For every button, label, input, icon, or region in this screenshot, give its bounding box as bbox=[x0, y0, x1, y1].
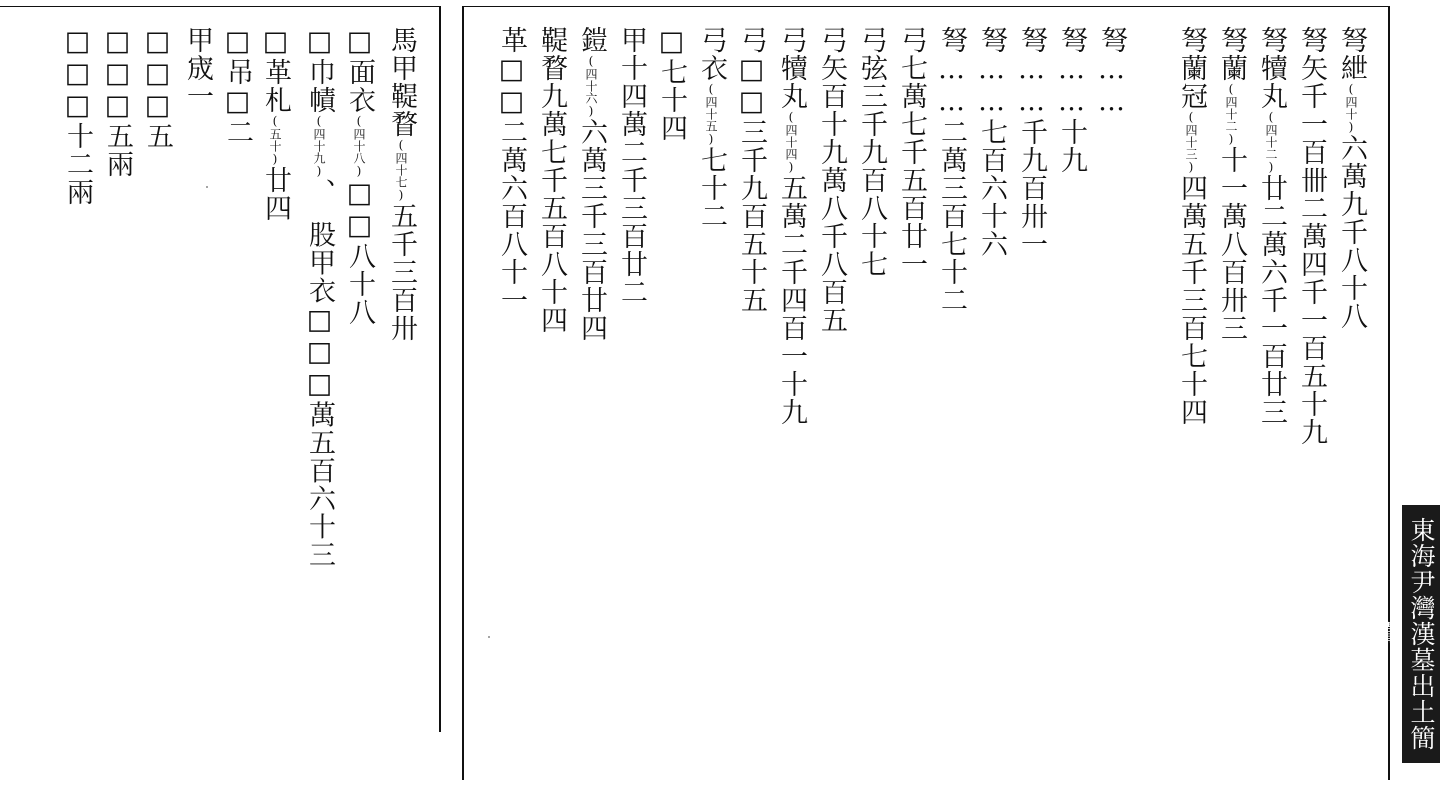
text-column bbox=[1298, 26, 1325, 446]
text-segment: 弩犢丸 bbox=[1256, 26, 1287, 110]
text-segment: 馬甲鞮瞀 bbox=[386, 26, 417, 138]
text-column bbox=[306, 26, 333, 569]
text-segment: 十一萬八百卅三 bbox=[1216, 146, 1247, 342]
text-segment: 弓□□三千九百五十五 bbox=[736, 26, 767, 314]
text-column bbox=[698, 26, 725, 230]
text-segment: 五千三百卅 bbox=[386, 202, 417, 342]
text-segment: 弩…… bbox=[1096, 26, 1127, 118]
text-segment: 弓七萬七千五百廿一 bbox=[896, 26, 927, 278]
text-segment: 四萬五千三百七十四 bbox=[1176, 174, 1207, 426]
left-panel-border bbox=[439, 6, 441, 732]
text-segment: 弩……七百六十六 bbox=[976, 26, 1007, 258]
text-segment: 弩蘭冠 bbox=[1176, 26, 1207, 110]
text-column bbox=[64, 26, 91, 206]
text-column bbox=[738, 26, 765, 314]
text-column bbox=[898, 26, 925, 278]
text-segment: □面衣 bbox=[344, 26, 375, 114]
text-column bbox=[978, 26, 1005, 258]
text-column bbox=[818, 26, 845, 334]
annotation-number: (四十五) bbox=[704, 82, 718, 146]
annotation-number: (四十七) bbox=[394, 138, 408, 202]
text-segment: □□八十八 bbox=[344, 178, 375, 326]
text-column bbox=[1018, 26, 1045, 258]
text-segment: 鎧 bbox=[576, 26, 607, 54]
text-column bbox=[184, 26, 211, 110]
annotation-number: (四十二) bbox=[1264, 110, 1278, 174]
annotation-number: (四十六) bbox=[584, 54, 598, 118]
text-column bbox=[858, 26, 885, 278]
text-column bbox=[144, 26, 171, 150]
text-segment: 廿四 bbox=[260, 166, 291, 222]
text-segment: 廿二萬六千一百廿三 bbox=[1256, 174, 1287, 426]
text-segment: □革札 bbox=[260, 26, 291, 114]
text-column bbox=[1058, 26, 1085, 174]
text-column bbox=[1258, 26, 1285, 426]
text-segment: 弓弦三千九百八十七 bbox=[856, 26, 887, 278]
text-segment: □□□五 bbox=[142, 26, 173, 150]
annotation-number: (四十九) bbox=[312, 114, 326, 178]
text-segment: 甲宬一 bbox=[182, 26, 213, 110]
book-title-side-tab: 東海尹灣漢墓出土簡牘 bbox=[1402, 505, 1440, 763]
text-segment: 五萬二千四百一十九 bbox=[776, 174, 807, 426]
text-column bbox=[938, 26, 965, 314]
text-segment: 弓衣 bbox=[696, 26, 727, 82]
text-column bbox=[1178, 26, 1205, 426]
scan-speck bbox=[206, 186, 208, 188]
text-segment: 六萬三千三百廿四 bbox=[576, 118, 607, 342]
text-column bbox=[388, 26, 415, 342]
text-column bbox=[1338, 26, 1365, 330]
text-column bbox=[1218, 26, 1245, 342]
annotation-number: (四十八) bbox=[352, 114, 366, 178]
top-left-rule bbox=[0, 6, 440, 7]
text-column bbox=[1098, 26, 1125, 118]
text-segment: 甲十四萬二千三百廿二 bbox=[616, 26, 647, 306]
text-segment: □吊□二 bbox=[222, 26, 253, 146]
text-column bbox=[578, 26, 605, 342]
text-segment: 革□□二萬六百八十一 bbox=[496, 26, 527, 314]
annotation-number: (四十三) bbox=[1184, 110, 1198, 174]
text-segment: 弩……千九百卅一 bbox=[1016, 26, 1047, 258]
right-panel-right-border bbox=[1388, 6, 1390, 780]
text-segment: 弩……十九 bbox=[1056, 26, 1087, 174]
text-segment: 弩矢千一百卌二萬四千一百五十九 bbox=[1296, 26, 1327, 446]
text-segment: 六萬九千八十八 bbox=[1336, 134, 1367, 330]
annotation-number: (四十) bbox=[1344, 82, 1358, 134]
text-segment: □巾幘 bbox=[304, 26, 335, 114]
annotation-number: (四十四) bbox=[784, 110, 798, 174]
text-column bbox=[104, 26, 131, 178]
text-column bbox=[262, 26, 289, 222]
text-column bbox=[658, 26, 685, 142]
text-segment: 弓矢百十九萬八千八百五 bbox=[816, 26, 847, 334]
text-column bbox=[618, 26, 645, 306]
text-segment: 七十二 bbox=[696, 146, 727, 230]
scan-speck bbox=[488, 636, 490, 638]
text-column bbox=[498, 26, 525, 314]
right-panel-left-border bbox=[462, 6, 464, 780]
text-column bbox=[538, 26, 565, 334]
text-segment: □七十四 bbox=[656, 26, 687, 142]
text-segment: 弩蘭 bbox=[1216, 26, 1247, 82]
text-segment: 弩紲 bbox=[1336, 26, 1367, 82]
text-segment: □□□五兩 bbox=[102, 26, 133, 178]
text-segment: 弓犢丸 bbox=[776, 26, 807, 110]
annotation-number: (四十二) bbox=[1224, 82, 1238, 146]
text-segment: 弩……二萬三百七十二 bbox=[936, 26, 967, 314]
text-segment: 鞮瞀九萬七千五百八十四 bbox=[536, 26, 567, 334]
text-column bbox=[224, 26, 251, 146]
text-segment: 、 股甲衣□□□萬五百六十三 bbox=[304, 178, 335, 569]
text-segment: □□□十二兩 bbox=[62, 26, 93, 206]
text-column bbox=[778, 26, 805, 426]
annotation-number: (五十) bbox=[268, 114, 282, 166]
text-column bbox=[346, 26, 373, 326]
right-panel-top-border bbox=[462, 6, 1390, 7]
